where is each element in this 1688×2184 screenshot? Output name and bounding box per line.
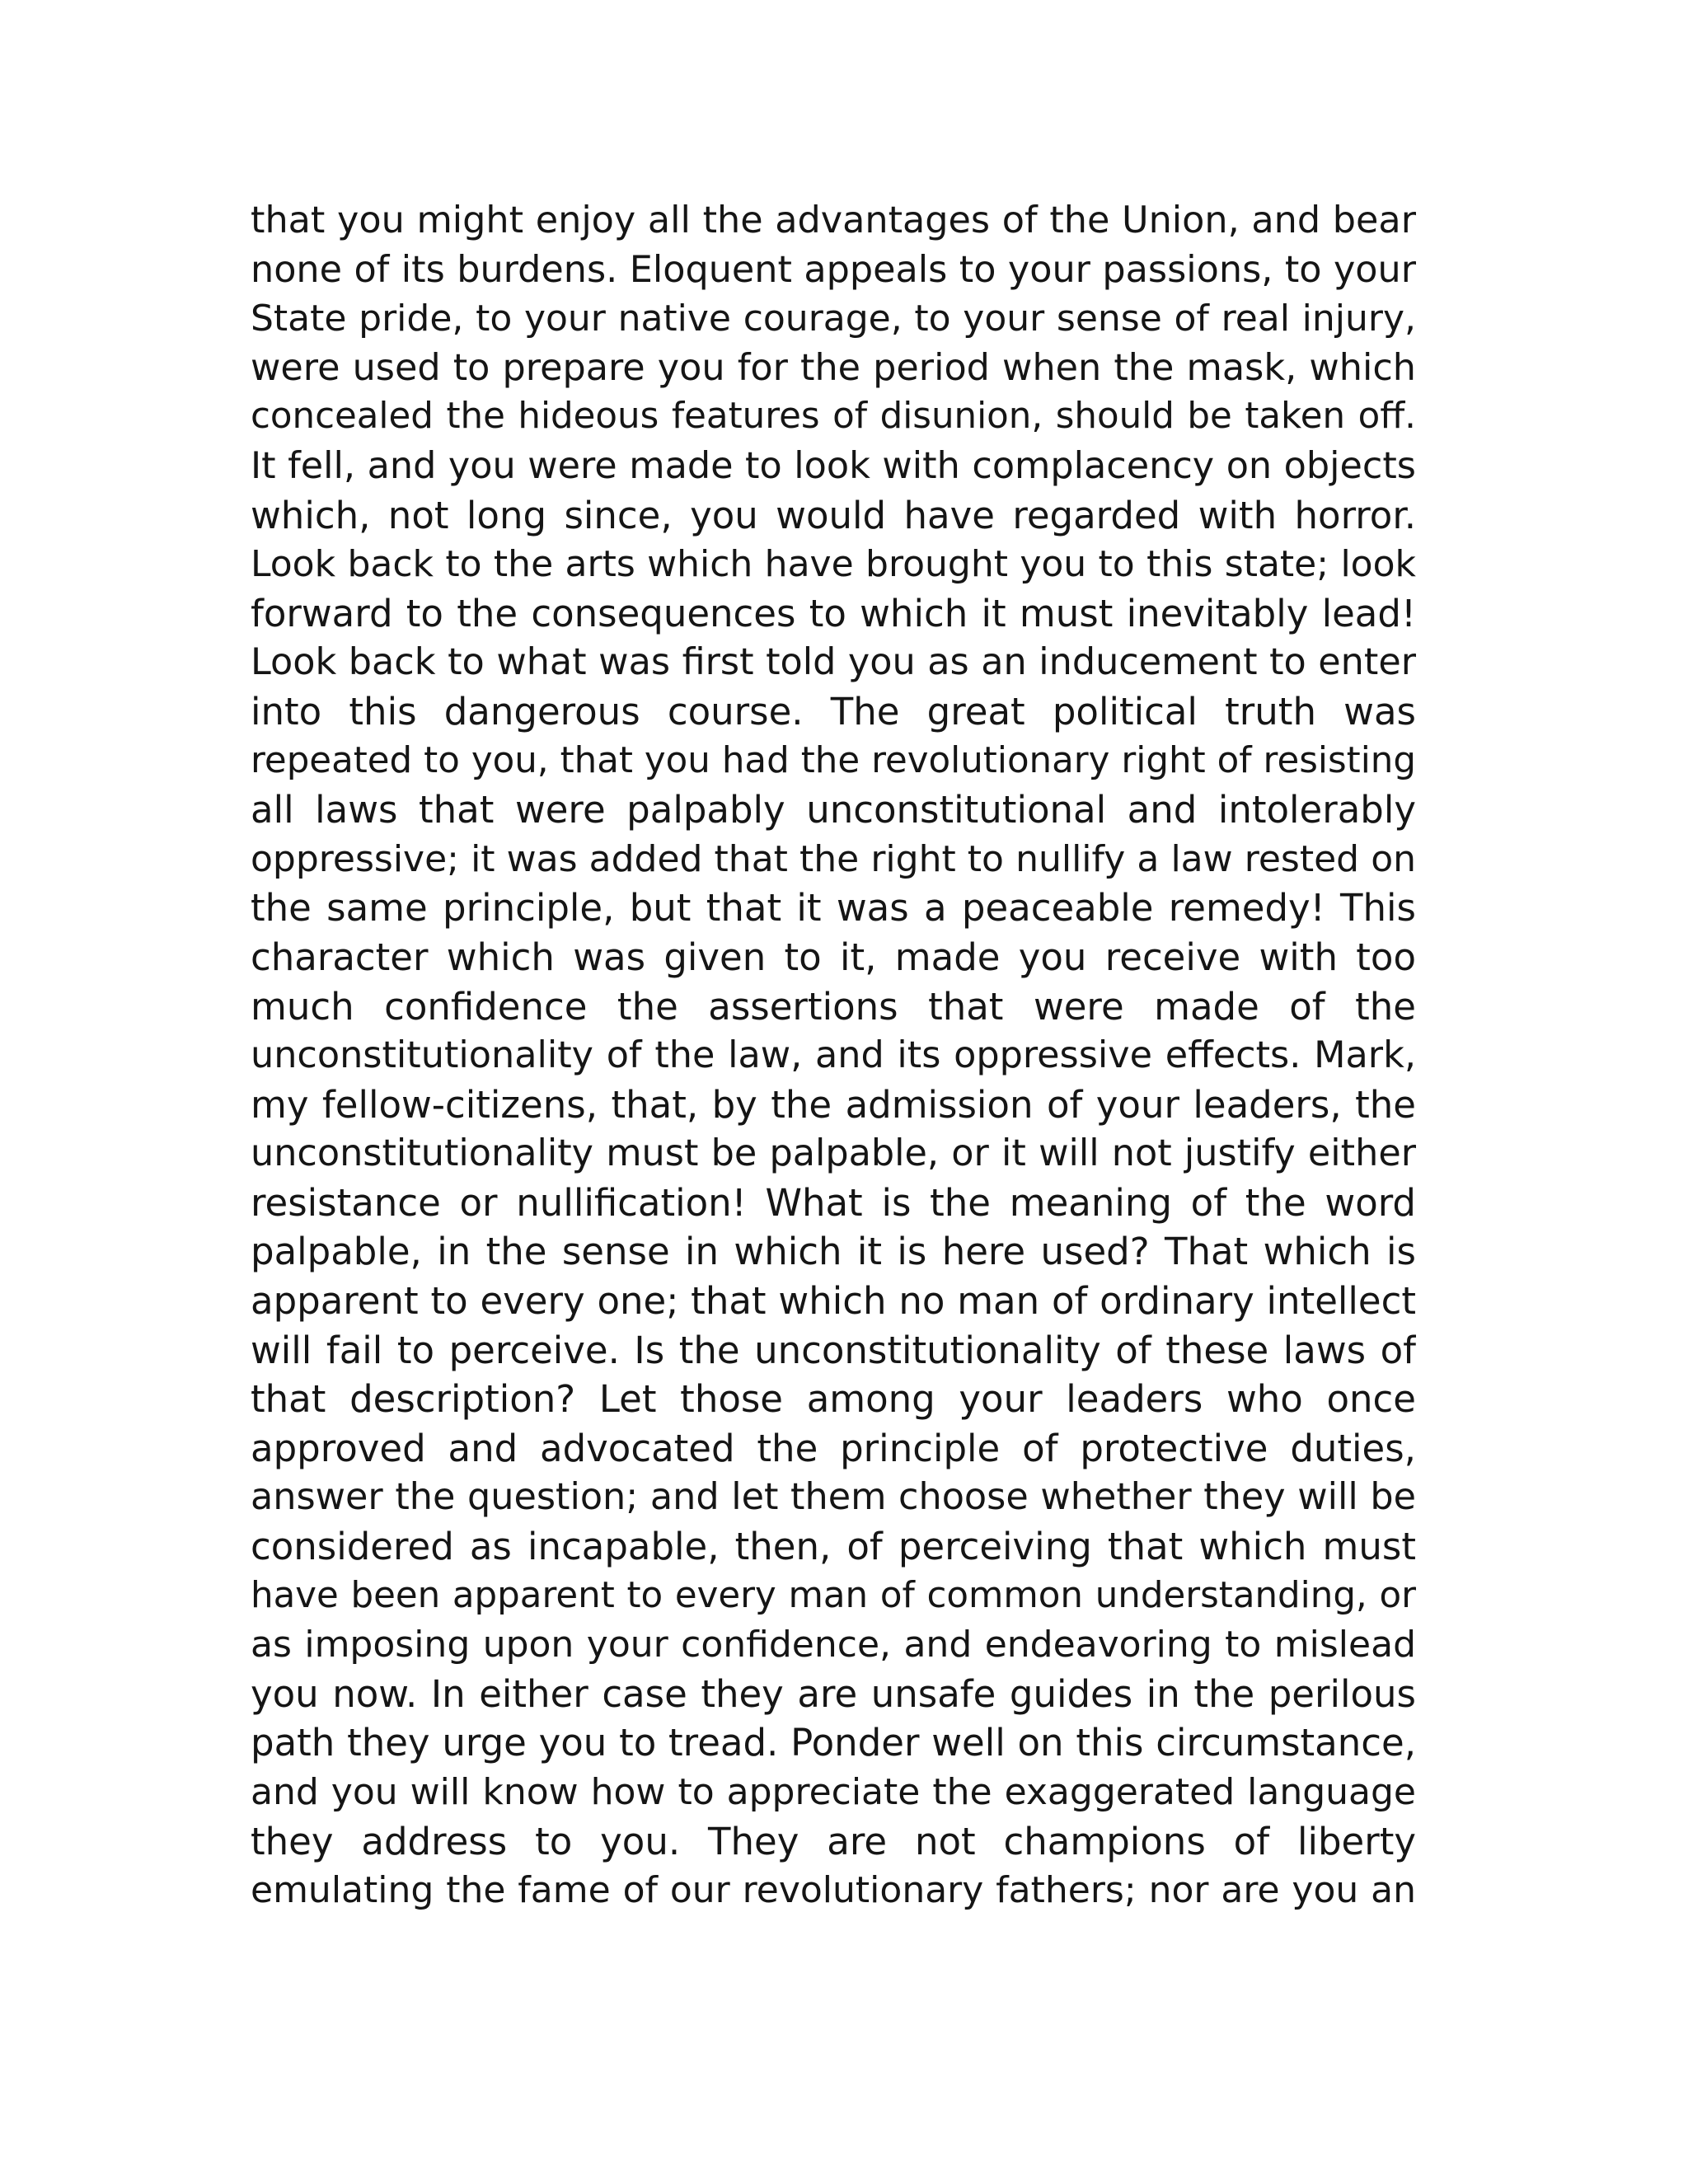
text-line: and you will know how to appreciate the exaggerated language [251,1771,1416,1813]
text-line: Look back to the arts which have brought you to this state; look [251,543,1416,586]
text-line: resistance or nullification! What is the meaning of the word [251,1180,1416,1225]
text-line: answer the question; and let them choose whether they will be [251,1476,1416,1519]
text-line: State pride, to your native courage, to your sense of real injury, [251,298,1416,340]
text-line: repeated to you, that you had the revolutionary right of resisting [251,739,1416,781]
text-line: my fellow-citizens, that, by the admission of your leaders, the [251,1082,1416,1127]
text-line: oppressive; it was added that the right to nullify a law rested on [251,837,1416,880]
text-line: were used to prepare you for the period when the mask, which [251,346,1416,389]
text-line: which, not long since, you would have regarded with horror. [251,493,1416,537]
text-line: concealed the hideous features of disunion, should be taken off. [251,396,1416,438]
text-line: palpable, in the sense in which it is here used? That which is [251,1230,1416,1274]
text-line: forward to the consequences to which it must inevitably lead! [251,591,1416,635]
text-line: none of its burdens. Eloquent appeals to your passions, to your [251,248,1416,291]
text-line: you now. In either case they are unsafe guides in the perilous [251,1671,1416,1716]
text-line: the same principle, but that it was a peaceable remedy! This [251,886,1416,930]
text-line: apparent to every one; that which no man of ordinary intellect [251,1279,1416,1324]
text-line: that you might enjoy all the advantages of the Union, and bear [251,199,1416,241]
text-line: that description? Let those among your leaders who once [251,1377,1416,1422]
text-line: will fail to perceive. Is the unconstitutionality of these laws of [251,1328,1416,1372]
text-line: character which was given to it, made you receive with too [251,935,1416,979]
text-line: they address to you. They are not champions of liberty [251,1819,1416,1863]
text-line: as imposing upon your confidence, and endeavoring to mislead [251,1624,1416,1666]
text-line: unconstitutionality must be palpable, or it will not justify either [251,1132,1416,1175]
text-line: have been apparent to every man of common understanding, or [251,1574,1416,1616]
text-line: approved and advocated the principle of protective duties, [251,1426,1416,1470]
text-line: much confidence the assertions that were made of the [251,984,1416,1029]
text-line: into this dangerous course. The great political truth was [251,689,1416,733]
text-line: Look back to what was first told you as an inducement to enter [251,641,1416,684]
text-line: emulating the fame of our revolutionary fathers; nor are you an [251,1869,1416,1912]
text-line: unconstitutionality of the law, and its oppressive effects. Mark, [251,1034,1416,1077]
text-line: considered as incapable, then, of perceiving that which must [251,1525,1416,1569]
text-line: path they urge you to tread. Ponder well on this circumstance, [251,1721,1416,1765]
text-line: all laws that were palpably unconstitutional and intolerably [251,788,1416,832]
text-line: It fell, and you were made to look with complacency on objects [251,444,1416,487]
body-text [251,196,1416,1915]
